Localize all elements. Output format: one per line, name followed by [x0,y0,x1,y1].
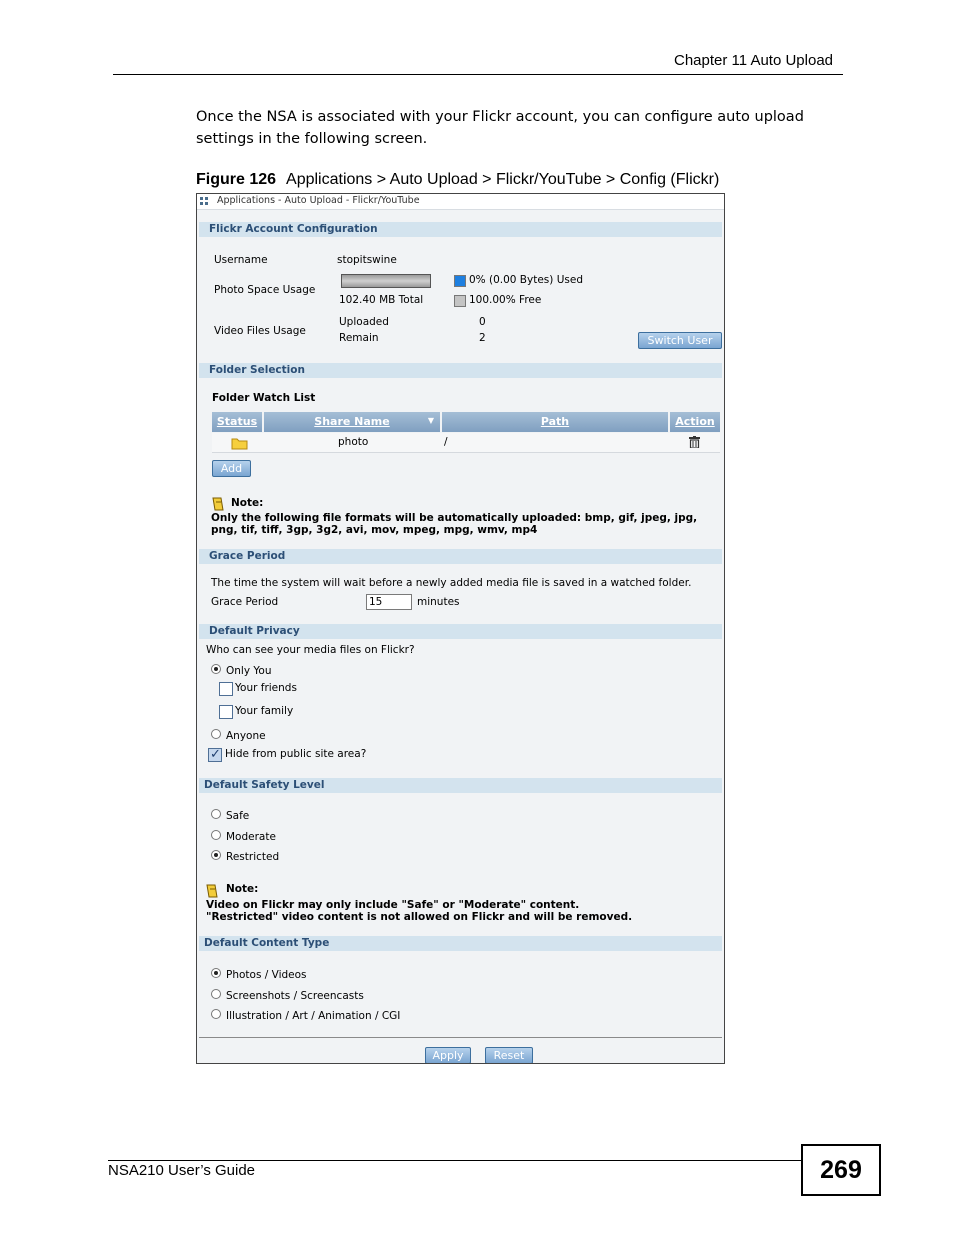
safety-note-line2: "Restricted" video content is not allowed on Flickr and will be removed. [206,911,633,923]
title-bar [197,194,724,210]
share-name-cell: photo [338,436,369,448]
grace-description: The time the system will wait before a newly added media file is saved in a watched folder. [211,577,692,589]
remain-value: 2 [479,332,486,344]
privacy-family-checkbox[interactable] [219,705,233,719]
note-icon [212,497,224,511]
safety-note-line1: Video on Flickr may only include "Safe" or "Moderate" content. [206,899,580,911]
figure-caption [196,171,719,189]
breadcrumb: Applications - Auto Upload - Flickr/YouTube [217,195,420,206]
used-legend-swatch [454,275,466,287]
hide-public-checkbox[interactable] [208,748,222,762]
photo-usage-label: Photo Space Usage [214,284,316,296]
header-rule [113,74,843,75]
privacy-question: Who can see your media files on Flickr? [206,644,415,656]
page-number: 269 [801,1144,881,1196]
sort-arrow-icon: ▼ [427,416,434,425]
grace-period-label: Grace Period [211,596,279,608]
video-usage-label: Video Files Usage [214,325,306,337]
safety-moderate-label: Moderate [226,831,276,843]
intro-paragraph: Once the NSA is associated with your Flickr account, you can configure auto upload settings in the following screen. [196,109,804,147]
path-cell: / [444,436,448,448]
uploaded-value: 0 [479,316,486,328]
column-status[interactable]: Status [212,412,262,432]
divider [199,1037,722,1038]
grace-period-input[interactable]: 15 [366,594,412,610]
grace-unit: minutes [417,596,460,608]
safety-restricted-label: Restricted [226,851,280,863]
note-text: Only the following file formats will be automatically uploaded: bmp, gif, jpeg, jpg, png, tif, tiff, 3gp, 3g2, avi, mov, mpeg, mpg, wmv, mp4 [211,512,698,536]
privacy-friends-checkbox[interactable] [219,682,233,696]
section-grace: Grace Period [199,549,722,564]
footer-rule [108,1160,803,1161]
uploaded-label: Uploaded [339,316,389,328]
figure-caption-text: Applications > Auto Upload > Flickr/YouTube > Config (Flickr) [286,171,720,188]
hide-public-label: Hide from public site area? [225,748,367,760]
section-privacy: Default Privacy [199,624,722,639]
content-screenshots-label: Screenshots / Screencasts [226,990,364,1002]
privacy-only-you-radio[interactable] [211,664,221,674]
content-illustration-radio[interactable] [211,1009,221,1019]
table-row [212,433,720,453]
note-title: Note: [231,497,264,509]
grid-icon [200,197,209,206]
folder-icon [231,436,248,450]
privacy-friends-label: Your friends [235,682,297,694]
footer-guide-title: NSA210 User’s Guide [108,1162,256,1179]
safety-note-title: Note: [226,883,259,895]
column-share-name[interactable] [264,412,440,432]
column-share-name-label: Share Name [314,415,390,428]
content-photos-label: Photos / Videos [226,969,307,981]
section-folder: Folder Selection [199,363,722,378]
safety-restricted-radio[interactable] [211,850,221,860]
privacy-anyone-radio[interactable] [211,729,221,739]
free-legend-swatch [454,295,466,307]
privacy-anyone-label: Anyone [226,730,266,742]
trash-icon[interactable] [689,436,700,448]
safety-safe-radio[interactable] [211,809,221,819]
content-illustration-label: Illustration / Art / Animation / CGI [226,1010,401,1022]
column-path[interactable]: Path [442,412,668,432]
used-legend: 0% (0.00 Bytes) Used [469,274,583,286]
section-account: Flickr Account Configuration [199,222,722,237]
safety-safe-label: Safe [226,810,250,822]
add-button[interactable]: Add [212,460,251,477]
privacy-only-you-label: Only You [226,665,272,677]
chapter-header: Chapter 11 Auto Upload [674,52,834,69]
section-safety: Default Safety Level [199,778,722,793]
username-value: stopitswine [337,254,397,266]
reset-button[interactable]: Reset [485,1047,533,1064]
screenshot-panel [196,193,725,1064]
content-photos-radio[interactable] [211,968,221,978]
free-legend: 100.00% Free [469,294,542,306]
privacy-family-label: Your family [235,705,294,717]
usage-bar [341,274,431,288]
remain-label: Remain [339,332,379,344]
username-label: Username [214,254,268,266]
content-screenshots-radio[interactable] [211,989,221,999]
column-action[interactable]: Action [670,412,720,432]
figure-label: Figure 126 [196,171,277,188]
note-icon [206,884,218,898]
switch-user-button[interactable]: Switch User [638,332,722,349]
watch-list-title: Folder Watch List [212,392,316,404]
section-content-type: Default Content Type [199,936,722,951]
photo-total: 102.40 MB Total [339,294,424,306]
apply-button[interactable]: Apply [425,1047,471,1064]
safety-moderate-radio[interactable] [211,830,221,840]
